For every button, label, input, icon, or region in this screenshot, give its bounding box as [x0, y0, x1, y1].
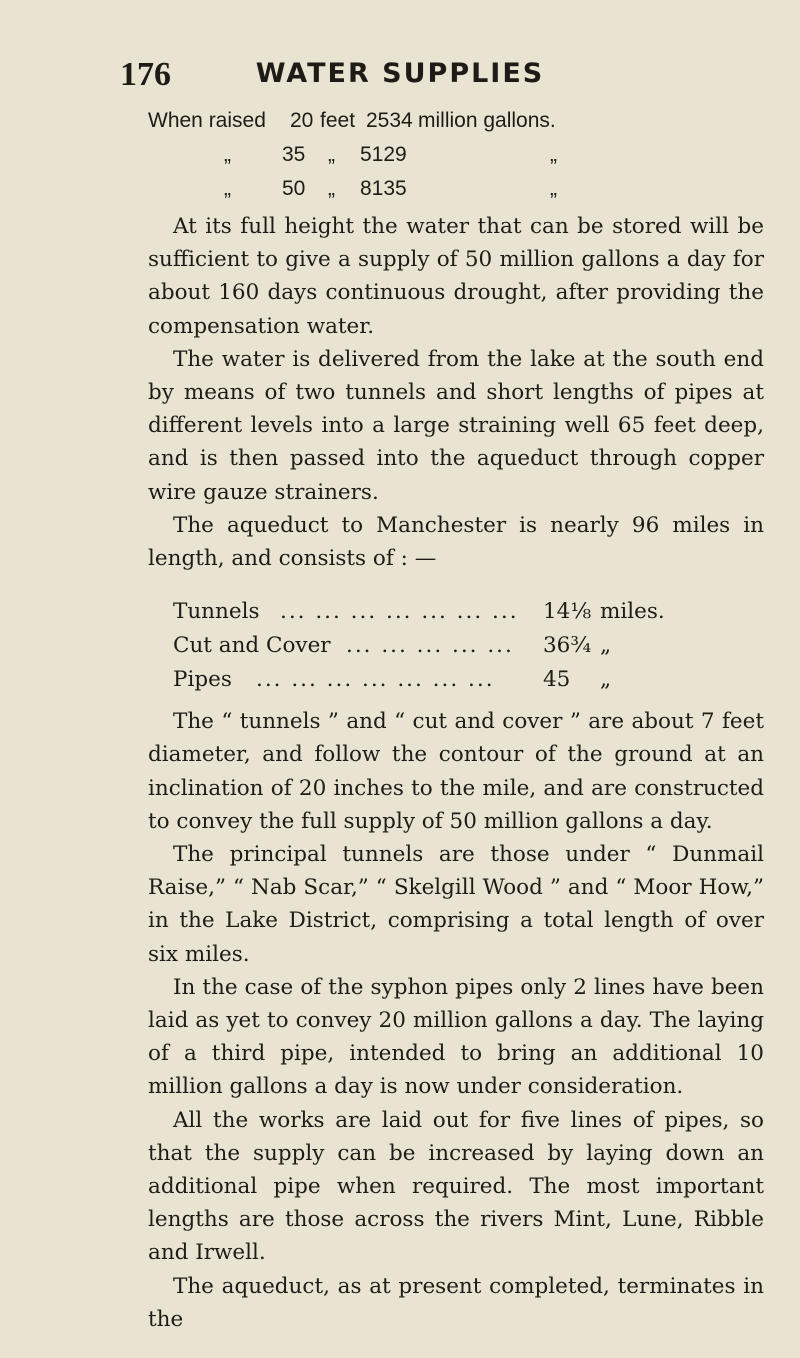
paragraph: The “ tunnels ” and “ cut and cover ” are about 7 feet diameter, and follow the contour of the ground at an inclination of 20 inches to the mile, and are constructed to convey the full supply of 50 million gallons a day. — [148, 709, 764, 834]
paragraph: The water is delivered from the lake at the south end by means of two tunnels and short lengths of pipes at different levels into a large straining well 65 feet deep, and is then passed into the aqueduct through copper wire gauze strainers. — [148, 346, 764, 505]
paragraph: The aqueduct, as at present completed, terminates in the — [148, 1273, 764, 1332]
aqueduct-length-table — [148, 595, 764, 697]
raised-gallons-value: 8135 — [360, 177, 407, 200]
leader-dots: ... ... ... ... ... ... ... — [256, 667, 495, 693]
ditto-mark: „ — [550, 143, 557, 166]
page-header — [0, 56, 800, 100]
page-number: 176 — [120, 56, 171, 93]
ditto-mark: „ — [328, 177, 335, 200]
raised-feet-value: 20 — [290, 109, 314, 132]
aqueduct-row-unit: „ — [600, 633, 612, 659]
aqueduct-row-value: 14⅛ — [543, 599, 592, 625]
raised-row — [148, 172, 764, 206]
paragraph: At its full height the water that can be stored will be sufficient to give a supply of 50 million gallons a day for about 160 days continuous drought, after providing the compensation water. — [148, 214, 764, 339]
aqueduct-row-label: Pipes — [173, 667, 232, 693]
raised-gallons-value: 5129 — [360, 143, 407, 166]
aqueduct-row — [148, 629, 764, 663]
aqueduct-row-value: 36¾ — [543, 633, 592, 659]
ditto-mark: „ — [224, 177, 231, 200]
aqueduct-row-unit: miles. — [600, 599, 665, 625]
ditto-mark: „ — [328, 143, 335, 166]
paragraph: The principal tunnels are those under “ Dunmail Raise,” “ Nab Scar,” “ Skelgill Wood ” and “ Moor How,” in the Lake District, comprising a total length of over six miles. — [148, 842, 764, 967]
raised-feet-value: 50 — [282, 177, 306, 200]
raised-lead-text: When raised — [148, 109, 266, 132]
raised-row — [148, 104, 764, 138]
ditto-mark: „ — [224, 143, 231, 166]
raised-feet-value: 35 — [282, 143, 306, 166]
paragraph: In the case of the syphon pipes only 2 lines have been laid as yet to convey 20 million gallons a day. The laying of a third pipe, intended to bring an additional 10 million gallons a day is now under consideration. — [148, 974, 764, 1100]
raised-row — [148, 138, 764, 172]
aqueduct-row — [148, 663, 764, 697]
leader-dots: ... ... ... ... ... ... ... — [280, 599, 519, 625]
aqueduct-row-label: Tunnels — [173, 599, 260, 625]
running-head: WATER SUPPLIES — [255, 58, 545, 89]
aqueduct-row-label: Cut and Cover — [173, 633, 331, 659]
aqueduct-row-value: 45 — [543, 667, 571, 693]
paragraph: The aqueduct to Manchester is nearly 96 miles in length, and consists of : — — [148, 512, 764, 572]
raised-feet-label: feet — [320, 109, 356, 132]
raised-gallons-label: million gallons. — [418, 109, 556, 132]
aqueduct-row — [148, 595, 764, 629]
leader-dots: ... ... ... ... ... — [346, 633, 514, 659]
page-body — [148, 104, 764, 1336]
raised-capacity-table — [148, 104, 764, 206]
paragraph: All the works are laid out for five lines of pipes, so that the supply can be increased by laying down an additional pipe when required. The most important lengths are those across the rivers Mint, Lune, Ribble and Irwell. — [148, 1107, 764, 1266]
ditto-mark: „ — [550, 177, 557, 200]
raised-gallons-value: 2534 — [366, 109, 413, 132]
aqueduct-row-unit: „ — [600, 667, 612, 693]
